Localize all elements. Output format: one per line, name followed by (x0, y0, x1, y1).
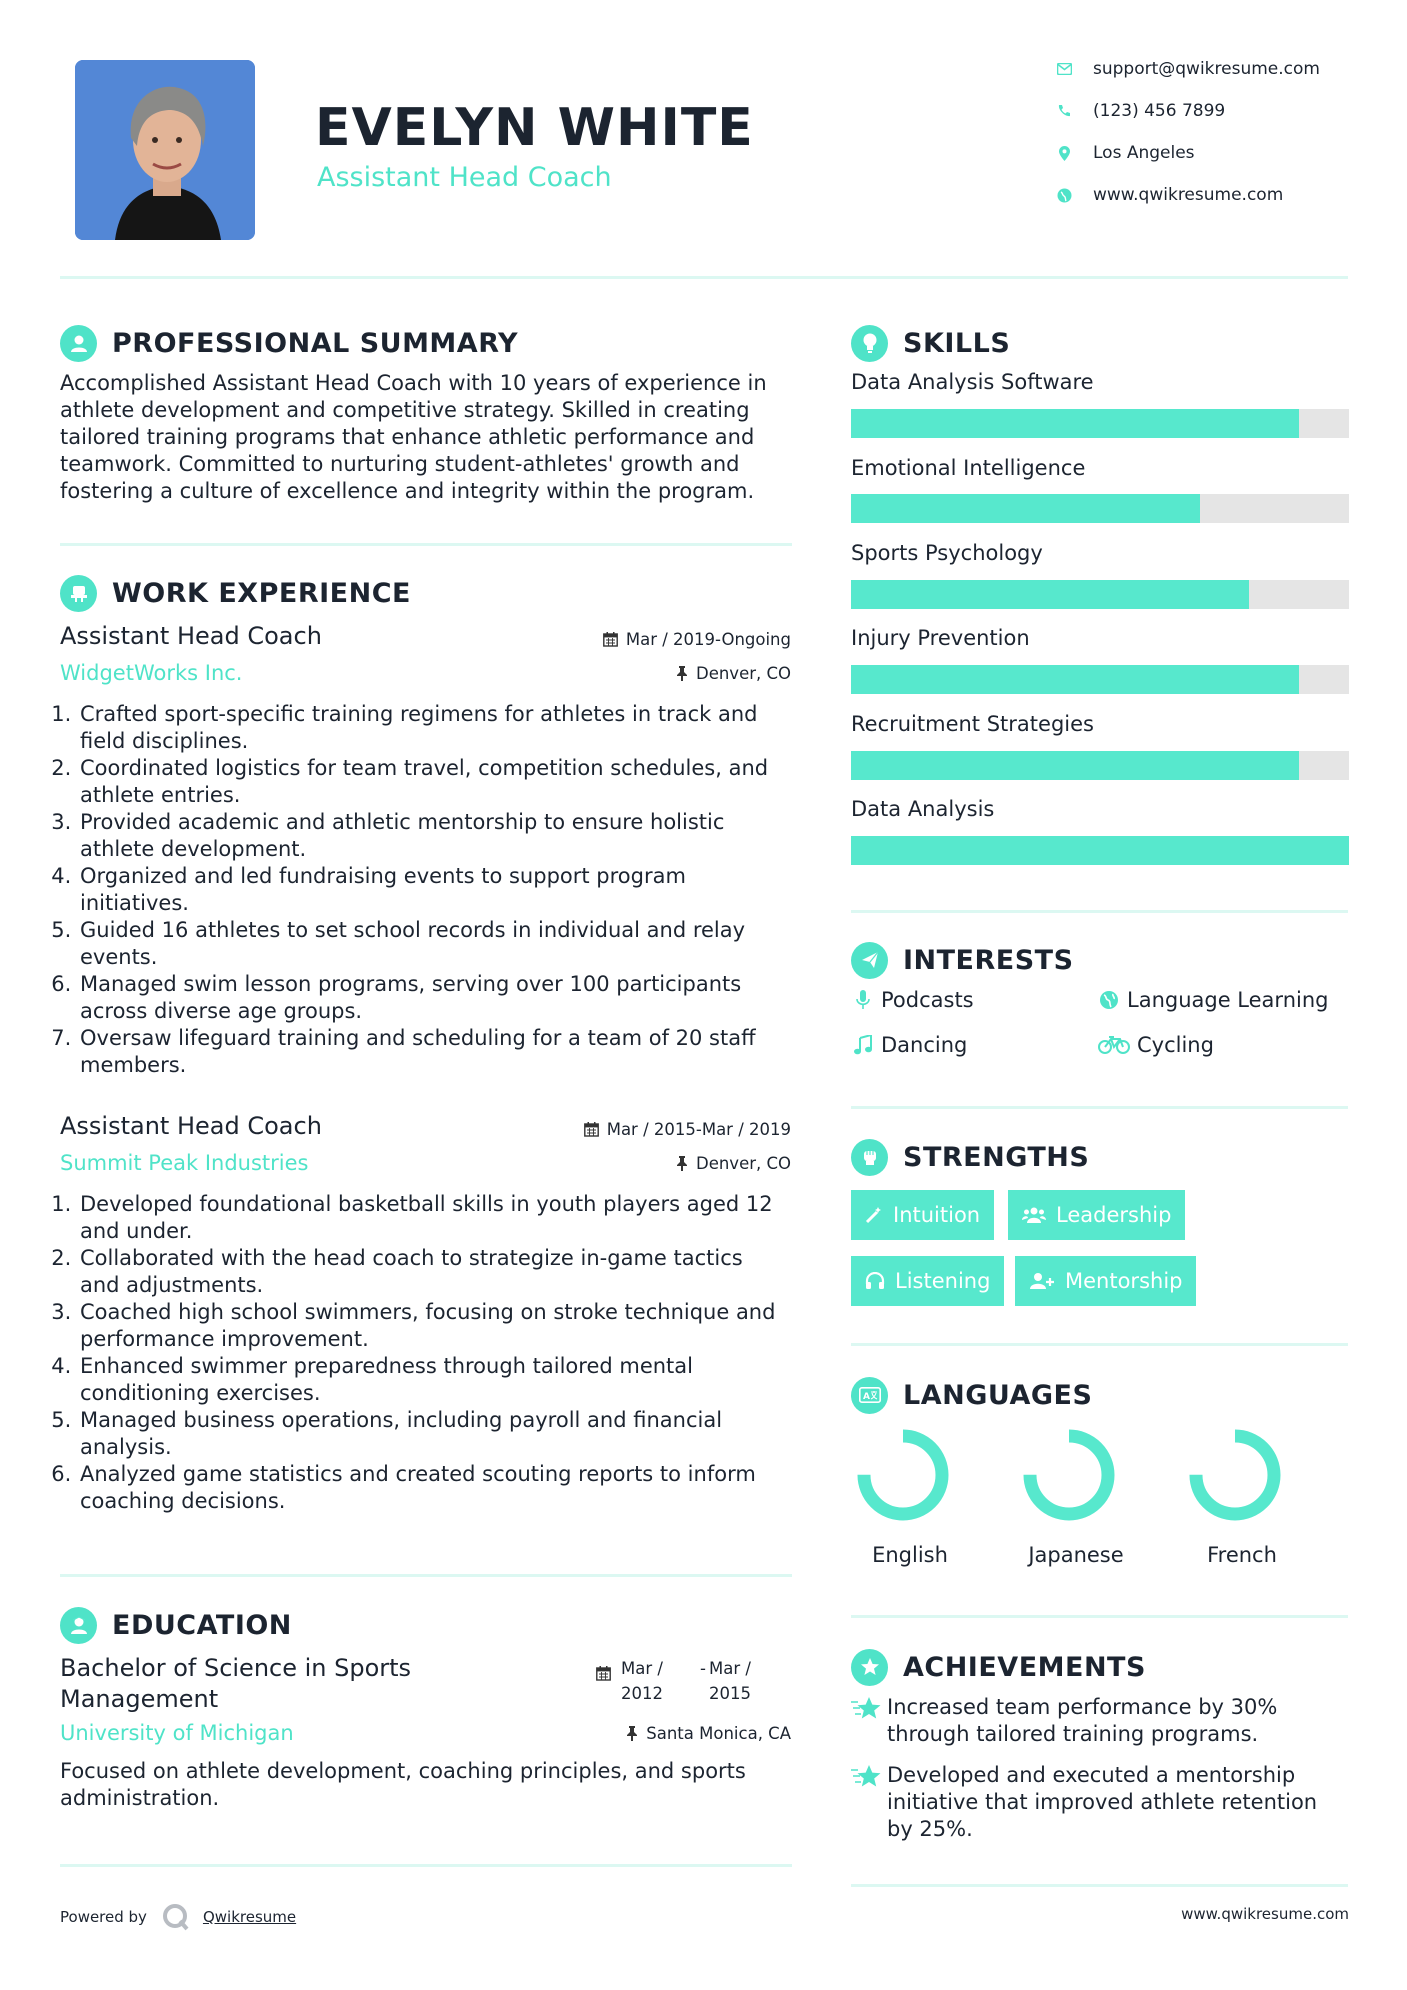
skill-bar (851, 836, 1349, 865)
company-name: WidgetWorks Inc. (60, 661, 243, 685)
degree-title: Bachelor of Science in Sports Management (60, 1654, 412, 1713)
education-heading-text: EDUCATION (112, 1609, 292, 1641)
list-item: 1. Crafted sport-specific training regimens for athletes in track and field disciplines. (78, 701, 785, 755)
calendar-icon (584, 1122, 599, 1137)
achievement-text: Developed and executed a mentorship initiative that improved athlete retention by 25%. (887, 1763, 1318, 1841)
user-icon (60, 325, 97, 362)
svg-text:A: A (862, 1392, 870, 1402)
skill-name: Data Analysis Software (851, 370, 1094, 394)
interest-item (1097, 988, 1328, 1012)
list-item: 5. Guided 16 athletes to set school records in individual and relay events. (78, 917, 785, 971)
contact-phone-text: (123) 456 7899 (1093, 101, 1226, 121)
microphone-icon (851, 988, 875, 1012)
date-separator: - (700, 1659, 706, 1678)
language-name: Japanese (1028, 1543, 1124, 1567)
education-end-date (709, 1656, 751, 1706)
skill-bar (851, 580, 1349, 609)
contact-website-text: www.qwikresume.com (1093, 185, 1284, 205)
briefcase-icon (60, 575, 97, 612)
interest-label: Language Learning (1127, 988, 1329, 1012)
achievements-heading-text: ACHIEVEMENTS (903, 1651, 1146, 1683)
list-item: 5. Managed business operations, including payroll and financial analysis. (78, 1407, 785, 1461)
experience-divider (60, 1574, 792, 1577)
contact-location-text: Los Angeles (1093, 143, 1195, 163)
profile-photo (75, 60, 255, 240)
education-heading (60, 1606, 292, 1644)
skill-bar-fill (851, 665, 1299, 694)
map-pin-icon (1055, 144, 1073, 162)
list-item: 6. Analyzed game statistics and created scouting reports to inform coaching decisions. (78, 1461, 785, 1515)
globe-icon (1097, 988, 1121, 1012)
education-location-text: Santa Monica, CA (646, 1724, 791, 1743)
footer-website[interactable]: www.qwikresume.com (1181, 1905, 1349, 1923)
strength-label: Mentorship (1065, 1269, 1183, 1293)
language-gauge (1019, 1425, 1119, 1525)
strength-chip (1008, 1190, 1185, 1240)
strength-chip (1015, 1256, 1196, 1306)
headphones-icon (865, 1272, 885, 1290)
pushpin-icon (626, 1726, 638, 1741)
skill-bar (851, 665, 1349, 694)
header-divider (60, 276, 1348, 279)
list-item: 6. Managed swim lesson programs, serving over 100 participants across diverse age groups. (78, 971, 785, 1025)
skill-bar-fill (851, 836, 1349, 865)
job-location (676, 1154, 791, 1173)
skill-bar (851, 409, 1349, 438)
skill-name: Sports Psychology (851, 541, 1043, 565)
contact-location (1055, 138, 1195, 168)
interest-item (1097, 1033, 1214, 1057)
education-start-year: 2012 (621, 1684, 663, 1703)
language-gauge (1185, 1425, 1285, 1525)
skill-name: Data Analysis (851, 797, 995, 821)
job-duties (60, 701, 785, 1079)
interests-heading-text: INTERESTS (903, 944, 1074, 976)
list-item: 3. Provided academic and athletic mentorship to ensure holistic athlete development. (78, 809, 785, 863)
language-gauge (853, 1425, 953, 1525)
job-dates (584, 1120, 791, 1139)
candidate-title: Assistant Head Coach (317, 162, 612, 193)
list-item: 2. Collaborated with the head coach to strategize in-game tactics and adjustments. (78, 1245, 785, 1299)
interests-divider (851, 1106, 1348, 1109)
interest-item (851, 1033, 967, 1057)
list-item: 4. Organized and led fundraising events to support program initiatives. (78, 863, 785, 917)
pushpin-icon (676, 666, 688, 681)
envelope-icon (1055, 60, 1073, 78)
school-name: University of Michigan (60, 1721, 294, 1745)
job-duties (60, 1191, 785, 1515)
education-location (626, 1724, 791, 1743)
globe-icon (1055, 186, 1073, 204)
languages-heading-text: LANGUAGES (903, 1379, 1093, 1411)
list-item: 1. Developed foundational basketball skills in youth players aged 12 and under. (78, 1191, 785, 1245)
translate-icon (851, 1377, 888, 1414)
bicycle-icon (1097, 1033, 1131, 1057)
job-dates (603, 630, 791, 649)
strength-chip (851, 1256, 1004, 1306)
strengths-divider (851, 1343, 1348, 1346)
calendar-icon (596, 1666, 612, 1685)
job-dates-text: Mar / 2019-Ongoing (625, 630, 791, 649)
job-dates-text: Mar / 2015-Mar / 2019 (606, 1120, 791, 1139)
paper-plane-icon (851, 942, 888, 979)
skills-divider (851, 910, 1348, 913)
interest-label: Dancing (881, 1033, 968, 1057)
pushpin-icon (676, 1156, 688, 1171)
candidate-name: EVELYN WHITE (315, 98, 754, 158)
star-badge-icon (851, 1649, 888, 1686)
strength-label: Leadership (1056, 1203, 1172, 1227)
skill-bar-fill (851, 751, 1299, 780)
language-gauge-arc (864, 1436, 942, 1514)
skill-name: Emotional Intelligence (851, 456, 1086, 480)
phone-icon (1055, 102, 1073, 120)
list-item: 4. Enhanced swimmer preparedness through tailored mental conditioning exercises. (78, 1353, 785, 1407)
job-location-text: Denver, CO (695, 1154, 791, 1173)
language-gauge-arc (1196, 1436, 1274, 1514)
magic-wand-icon (865, 1206, 883, 1224)
skills-heading (851, 324, 1010, 362)
skill-name: Injury Prevention (851, 626, 1030, 650)
strengths-heading-text: STRENGTHS (903, 1141, 1090, 1173)
languages-heading (851, 1376, 1092, 1414)
star-icon (851, 1762, 887, 1843)
powered-by-text: Powered by (60, 1908, 147, 1926)
contact-email-text: support@qwikresume.com (1093, 59, 1320, 79)
language-name: French (1207, 1543, 1277, 1567)
users-icon (1022, 1206, 1046, 1224)
interest-item (851, 988, 974, 1012)
interest-label: Cycling (1137, 1033, 1214, 1057)
language-gauge-arc (1030, 1436, 1108, 1514)
contact-website[interactable] (1055, 180, 1283, 210)
education-end-month: Mar / (709, 1659, 751, 1678)
skill-bar-fill (851, 409, 1299, 438)
education-end-year: 2015 (709, 1684, 751, 1703)
lightbulb-icon (851, 325, 888, 362)
achievement-text: Increased team performance by 30% through tailored training programs. (887, 1695, 1278, 1746)
calendar-icon (603, 632, 618, 647)
education-start-date (621, 1656, 663, 1706)
education-start-month: Mar / (621, 1659, 663, 1678)
list-item: 2. Coordinated logistics for team travel, competition schedules, and athlete entries. (78, 755, 785, 809)
star-icon (851, 1694, 887, 1748)
strengths-heading (851, 1138, 1089, 1176)
achievements-heading (851, 1648, 1146, 1686)
list-item: 3. Coached high school swimmers, focusing on stroke technique and performance improvement. (78, 1299, 785, 1353)
contact-phone[interactable] (1055, 96, 1225, 126)
qwikresume-logo-icon (161, 1902, 191, 1932)
skill-bar-fill (851, 494, 1200, 523)
skill-bar (851, 494, 1349, 523)
skills-heading-text: SKILLS (903, 327, 1011, 359)
experience-heading (60, 574, 411, 612)
achievement-item (851, 1762, 1341, 1843)
experience-heading-text: WORK EXPERIENCE (112, 577, 411, 609)
user-plus-icon (1029, 1272, 1055, 1290)
achievements-divider (851, 1884, 1348, 1887)
strength-chip (851, 1190, 994, 1240)
list-item: 7. Oversaw lifeguard training and scheduling for a team of 20 staff members. (78, 1025, 785, 1079)
summary-heading (60, 324, 518, 362)
summary-heading-text: PROFESSIONAL SUMMARY (112, 327, 519, 359)
skill-name: Recruitment Strategies (851, 712, 1094, 736)
interest-label: Podcasts (881, 988, 974, 1012)
job-title: Assistant Head Coach (60, 1112, 322, 1140)
languages-divider (851, 1615, 1348, 1618)
job-location-text: Denver, CO (695, 664, 791, 683)
strength-label: Listening (895, 1269, 991, 1293)
music-note-icon (851, 1033, 875, 1057)
footer-powered-by (60, 1902, 296, 1932)
skill-bar (851, 751, 1349, 780)
education-description: Focused on athlete development, coaching principles, and sports administration. (60, 1759, 746, 1810)
summary-text: Accomplished Assistant Head Coach with 10 years of experience in athlete development and competitive strategy. Skilled in creating tailored training programs that enhance athletic performance and teamwork. Committed to nurturing student-athletes' growth and fostering a culture of excellence and integrity within the program. (60, 371, 767, 503)
achievement-item (851, 1694, 1341, 1748)
job-title: Assistant Head Coach (60, 622, 322, 650)
skill-bar-fill (851, 580, 1249, 609)
company-name: Summit Peak Industries (60, 1151, 309, 1175)
contact-email[interactable] (1055, 54, 1320, 84)
job-location (676, 664, 791, 683)
summary-divider (60, 543, 792, 546)
interests-heading (851, 941, 1074, 979)
graduate-icon (60, 1607, 97, 1644)
language-name: English (872, 1543, 948, 1567)
strength-label: Intuition (893, 1203, 981, 1227)
education-divider (60, 1864, 792, 1867)
qwikresume-link[interactable]: Qwikresume (202, 1908, 297, 1926)
fist-icon (851, 1139, 888, 1176)
